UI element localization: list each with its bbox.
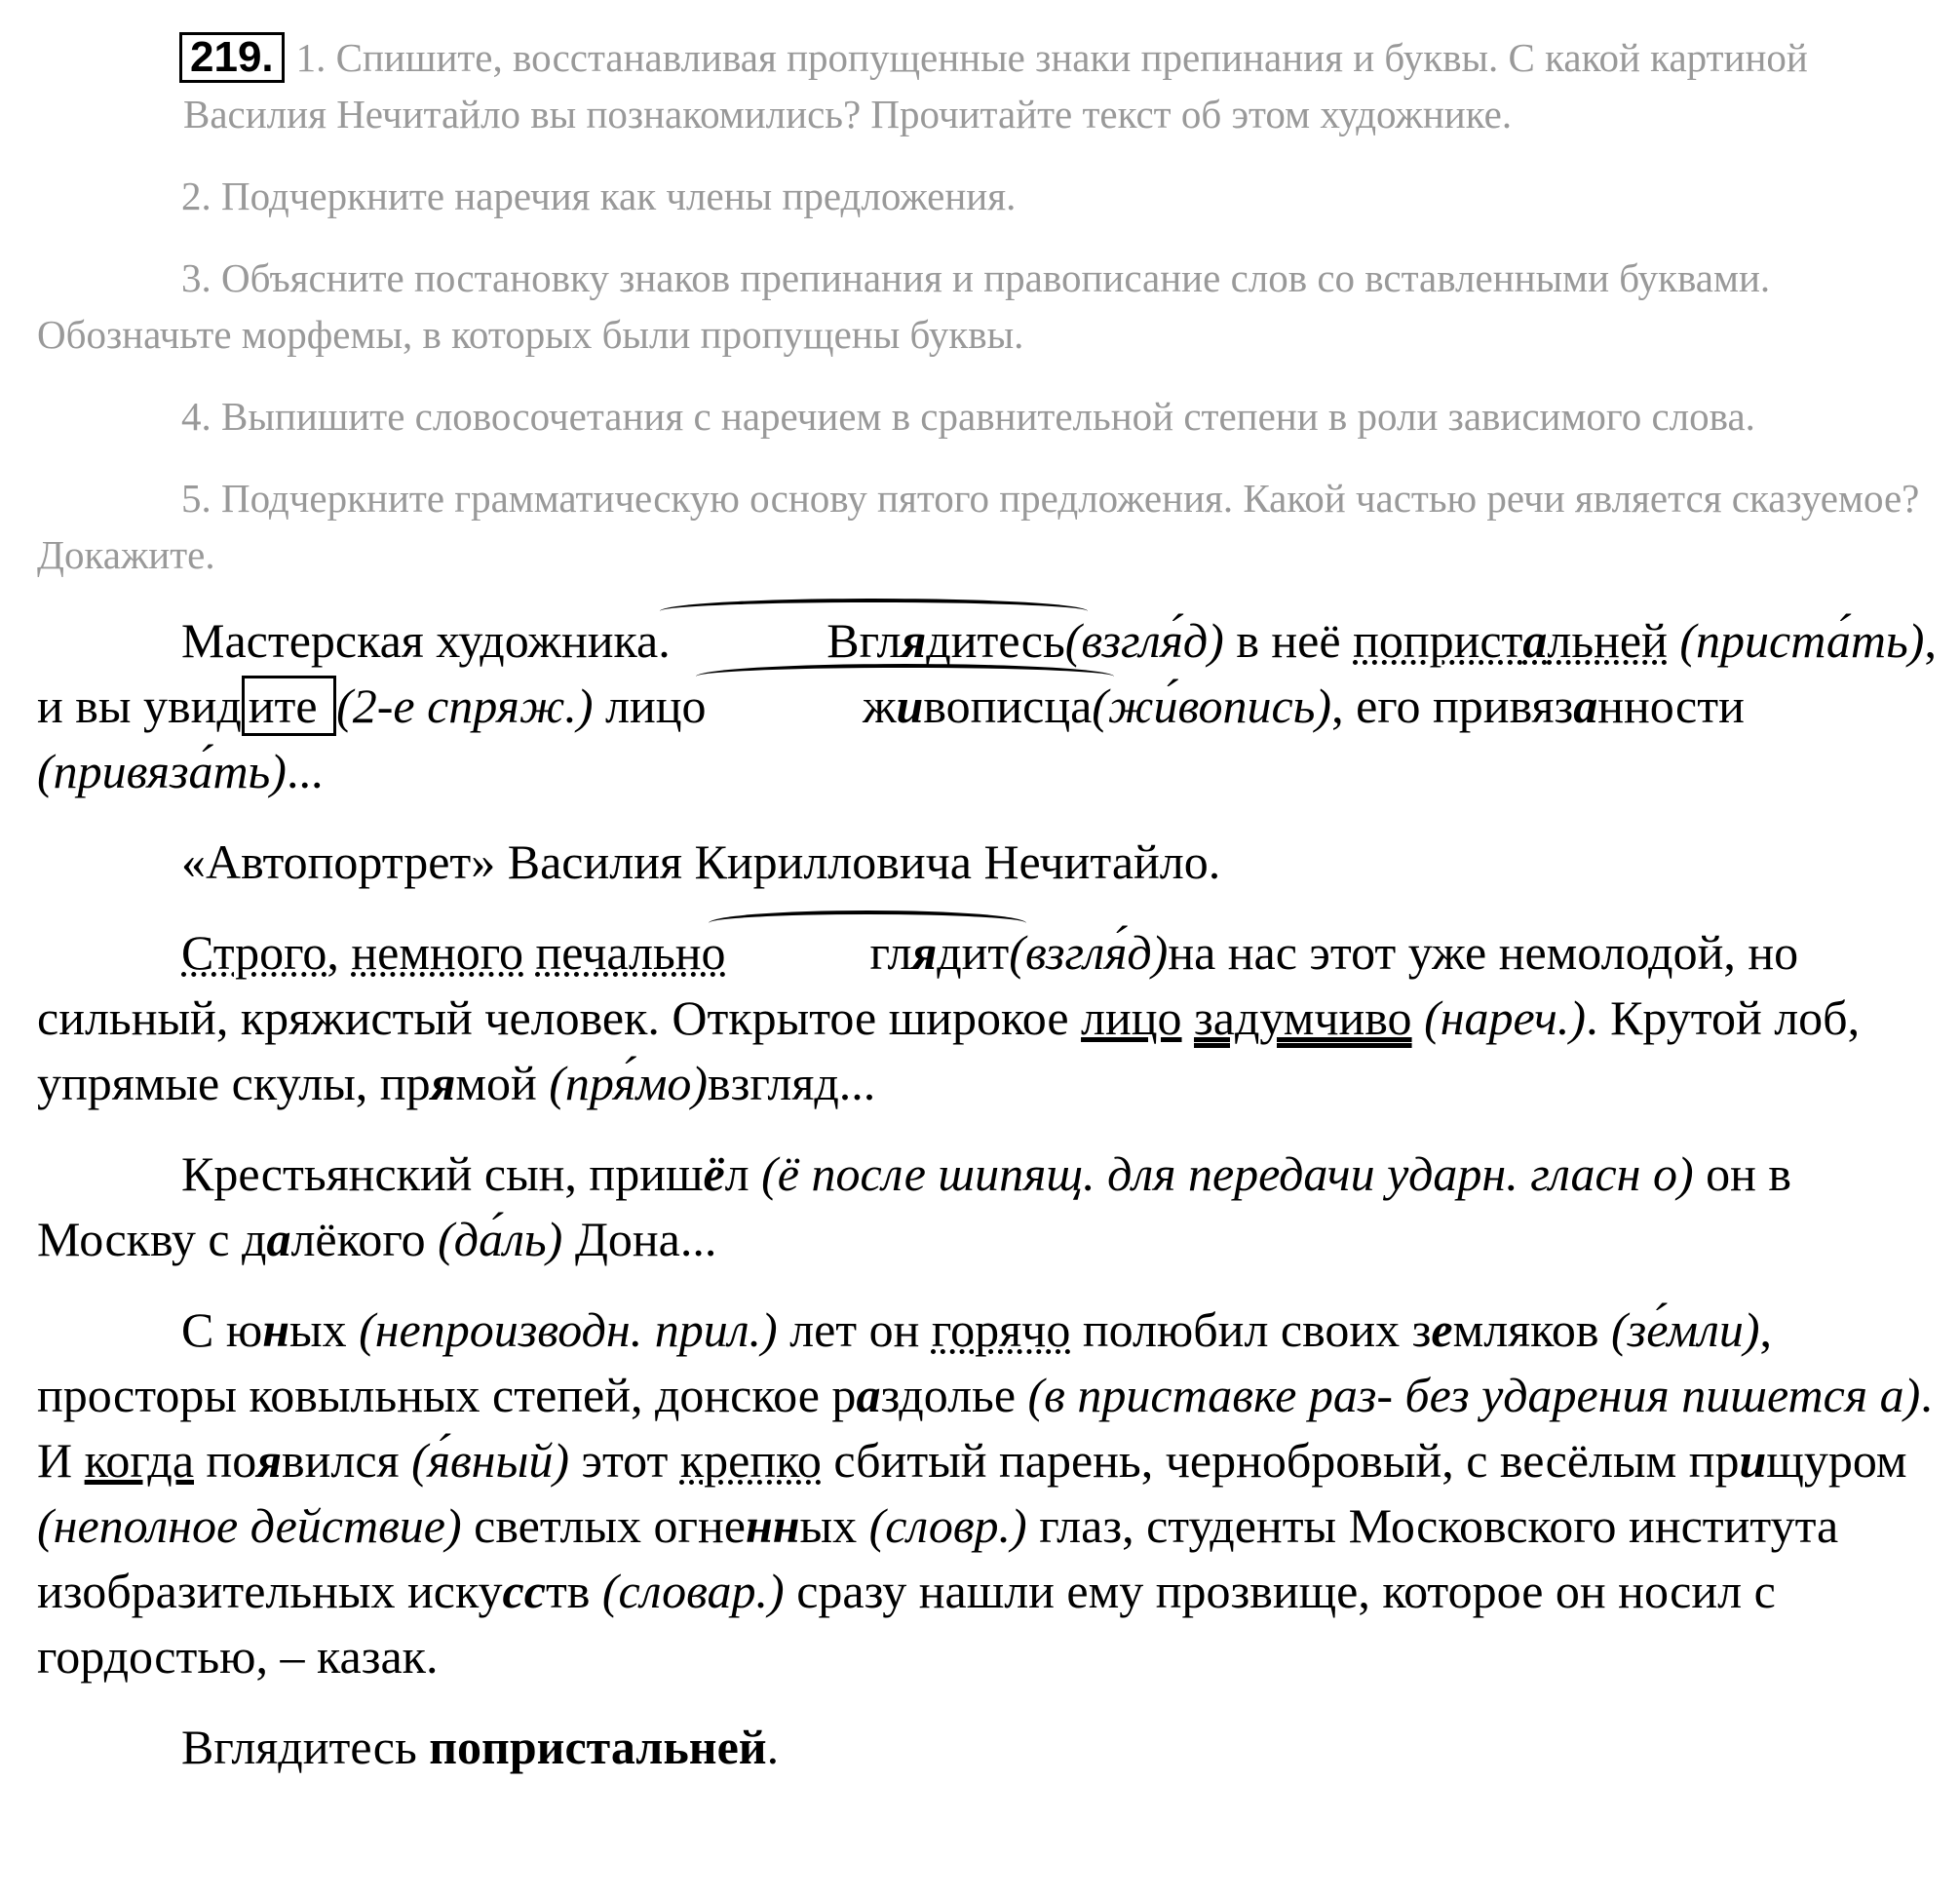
instruction-3: 3. Объясните постановку знаков препинания и правописание слов со вставленными буквами. Обозначьте морфемы, в которых были пропущены буквы.	[37, 255, 1771, 357]
exercise-number: 219.	[179, 32, 285, 83]
adverb-underlined: попристальней	[1353, 613, 1668, 668]
ending-box: ите	[242, 676, 336, 736]
paragraph-6: Вглядитесь попристальней.	[181, 1720, 780, 1774]
instruction-5: 5. Подчеркните грамматическую основу пятого предложения. Какой частью речи является сказуемое? Докажите.	[37, 476, 1920, 577]
paragraph-4: Крестьянский сын, пришёл (ё после шипящ. для передачи ударн. гласн о) он в Москву с далёкого (да́ль) Дона...	[37, 1146, 1792, 1266]
paragraph-1: Мастерская художника. Вглядитесь(взгля́д) в неё попристальней (приста́ть), и вы увид ите (2-е спряж.) лицо живописца(жи́вопись), его привязанности (привяза́ть)...	[37, 608, 1938, 804]
root-arc: Вглядитесь	[682, 608, 1065, 674]
instruction-1: 219. 1. Спишите, восстанавливая пропущенные знаки препинания и буквы. С какой картиной Василия Нечитайло вы познакомились? Прочитайте текст об этом художнике.	[37, 29, 1938, 142]
root-arc: живописца	[718, 674, 1092, 739]
instruction-4: 4. Выпишите словосочетания с наречием в сравнительной степени в роли зависимого слова.	[181, 394, 1755, 439]
paragraph-3: Строго, немного печально глядит(взгля́д)на нас этот уже немолодой, но сильный, кряжистый человек. Открытое широкое лицо задумчиво (нареч.). Крутой лоб, упрямые скулы, прямой (пря́мо)взгляд...	[37, 920, 1938, 1116]
exercise-instructions	[37, 29, 1938, 583]
paragraph-5: С юных (непроизводн. прил.) лет он горячо полюбил своих земляков (зе́мли), просторы ковыльных степей, донское раздолье (в приставке раз- без ударения пишется а). И когда появился (я́вный) этот крепко сбитый парень, чернобровый, с весёлым прищуром (неполное действие) светлых огненных (словр.) глаз, студенты Московского института изобразительных искусств (словар.) сразу нашли ему прозвище, которое он носил с гордостью, – казак.	[37, 1302, 1933, 1684]
root-arc: глядит	[726, 920, 1010, 986]
exercise-text	[37, 608, 1938, 1780]
textbook-page	[37, 29, 1938, 1805]
instruction-2: 2. Подчеркните наречия как члены предложения.	[181, 174, 1017, 218]
paragraph-2: «Автопортрет» Василия Кирилловича Нечитайло.	[181, 834, 1221, 889]
